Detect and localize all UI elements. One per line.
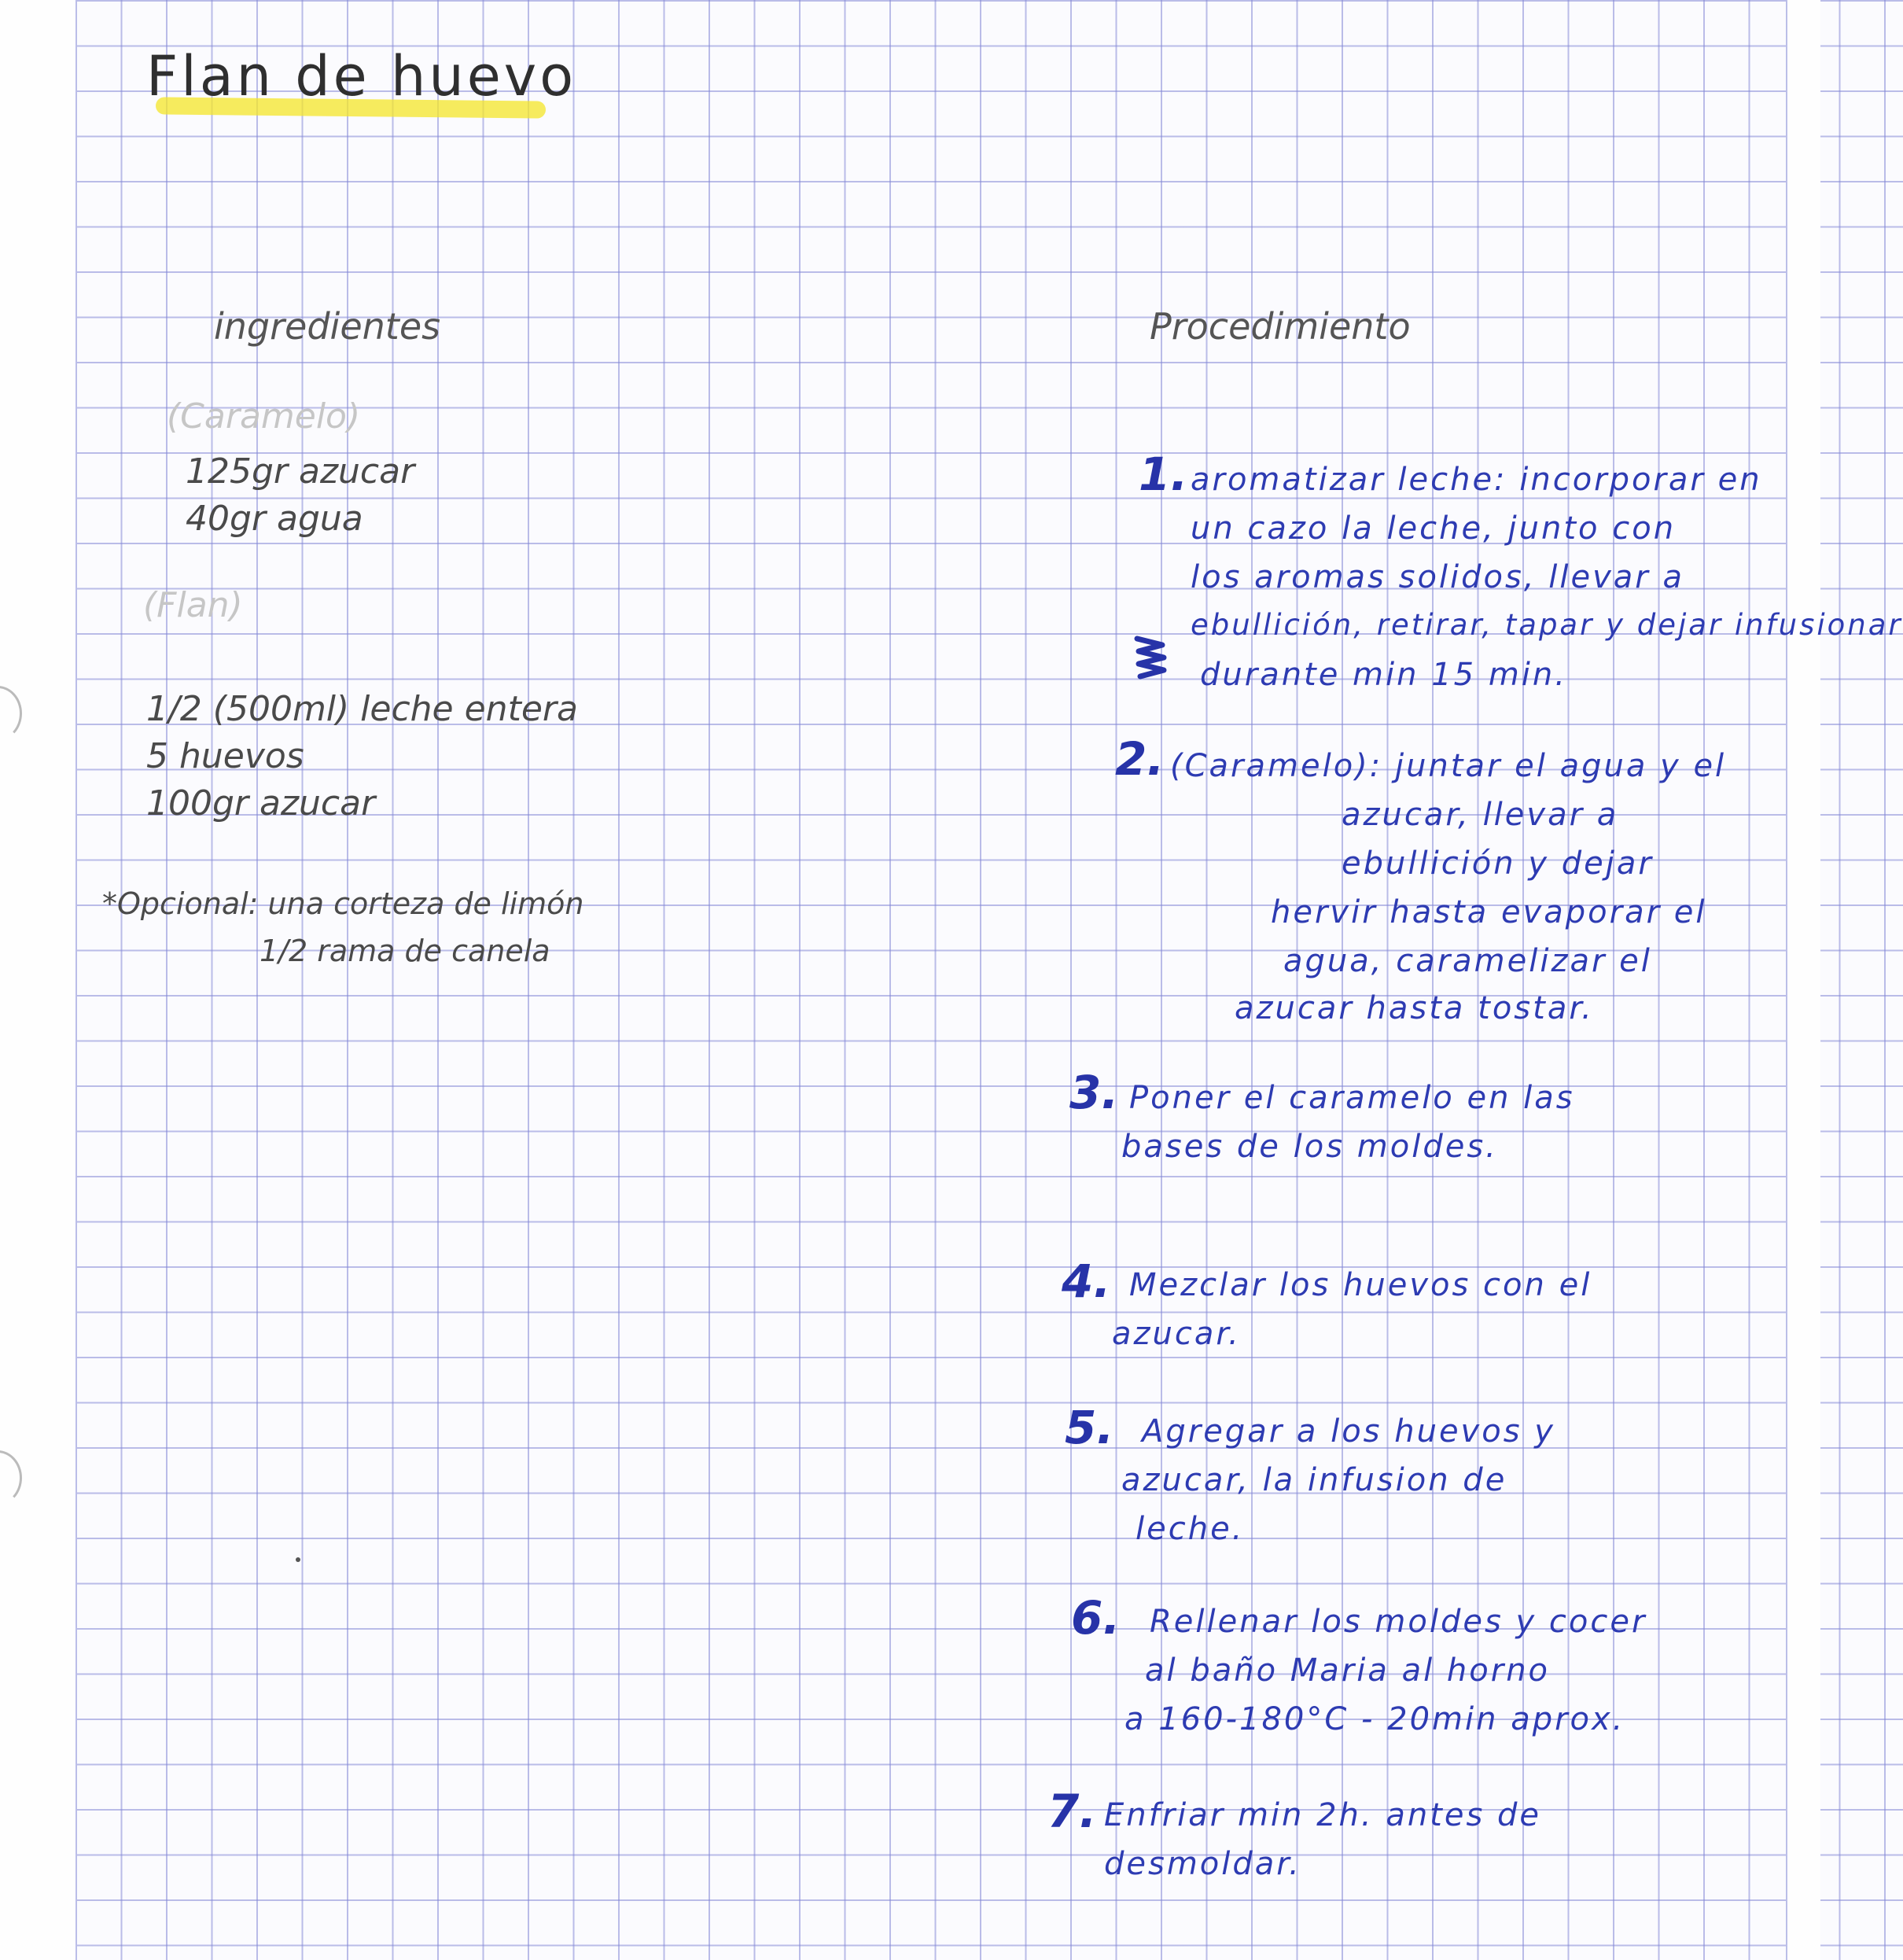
step-number: 1.	[1139, 448, 1188, 501]
pencil-dot	[296, 1557, 300, 1562]
step-line: ebullición, retirar, tapar y dejar infusionar	[1191, 608, 1903, 642]
ingredient-item: 40gr agua	[186, 499, 363, 539]
ingredient-item: 100gr azucar	[146, 783, 376, 823]
step-line: desmoldar.	[1104, 1846, 1301, 1882]
procedure-heading: Procedimiento	[1150, 305, 1411, 348]
page-left-margin	[0, 0, 77, 1960]
step-line: azucar, llevar a	[1342, 797, 1619, 833]
page-right-margin	[1786, 0, 1820, 1960]
step-line: un cazo la leche, junto con	[1191, 510, 1677, 547]
step-line: Agregar a los huevos y	[1142, 1413, 1555, 1450]
ink-scribble	[1132, 634, 1169, 680]
step-line: Enfriar min 2h. antes de	[1104, 1797, 1542, 1833]
step-number: 5.	[1065, 1401, 1114, 1454]
step-line: durante min 15 min.	[1200, 657, 1567, 693]
step-number: 7.	[1047, 1785, 1097, 1838]
step-line: azucar hasta tostar.	[1235, 990, 1594, 1026]
flan-label: (Flan)	[143, 585, 243, 625]
step-line: agua, caramelizar el	[1283, 943, 1652, 979]
step-line: ebullición y dejar	[1342, 846, 1654, 882]
step-number: 3.	[1069, 1066, 1119, 1119]
step-line: Poner el caramelo en las	[1129, 1080, 1575, 1116]
step-line: leche.	[1136, 1511, 1245, 1547]
ingredient-item: 125gr azucar	[186, 451, 415, 492]
step-line: azucar, la infusion de	[1121, 1462, 1507, 1498]
step-line: a 160-180°C - 20min aprox.	[1124, 1701, 1625, 1737]
step-line: aromatizar leche: incorporar en	[1191, 462, 1762, 498]
step-line: (Caramelo): juntar el agua y el	[1170, 748, 1727, 784]
step-line: azucar.	[1112, 1316, 1241, 1352]
ingredient-item: 5 huevos	[146, 736, 304, 776]
step-line: bases de los moldes.	[1121, 1129, 1498, 1165]
caramel-label: (Caramelo)	[167, 396, 361, 437]
ingredient-item: 1/2 (500ml) leche entera	[146, 689, 578, 729]
step-line: hervir hasta evaporar el	[1271, 894, 1707, 930]
step-line: los aromas solidos, llevar a	[1191, 559, 1684, 595]
step-line: Mezclar los huevos con el	[1129, 1267, 1592, 1303]
page-title: Flan de huevo	[146, 44, 577, 109]
ingredients-heading: ingredientes	[214, 305, 441, 348]
optional-note: *Opcional: una corteza de limón	[102, 886, 584, 921]
step-line: Rellenar los moldes y cocer	[1150, 1604, 1647, 1640]
step-number: 2.	[1115, 732, 1165, 786]
step-number: 6.	[1071, 1591, 1121, 1645]
step-line: al baño Maria al horno	[1145, 1652, 1551, 1689]
punch-hole	[0, 686, 22, 741]
step-number: 4.	[1062, 1254, 1111, 1308]
optional-note: 1/2 rama de canela	[260, 934, 550, 968]
punch-hole	[0, 1450, 22, 1505]
